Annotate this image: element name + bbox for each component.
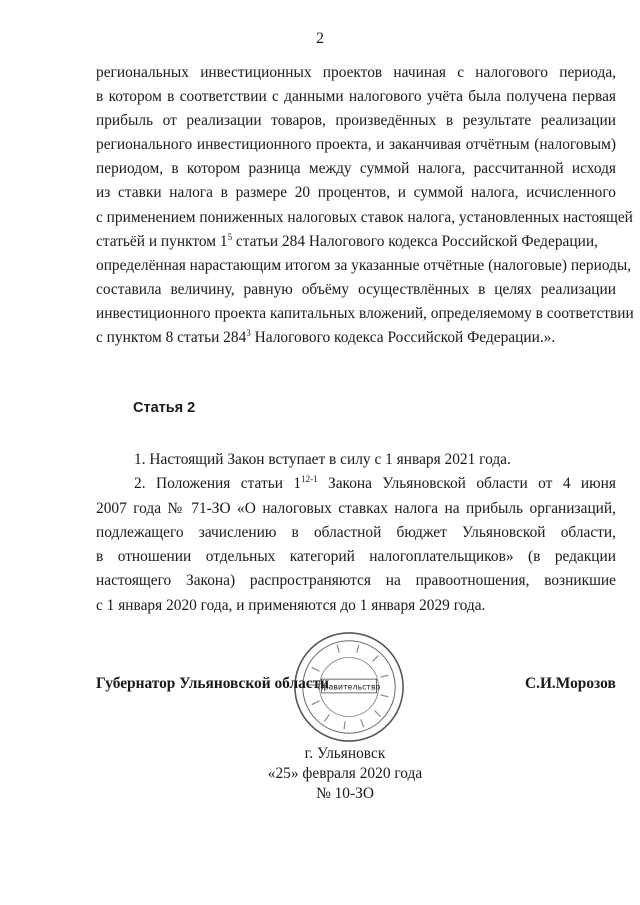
text-line: регионального инвестиционного проекта, и заканчивая отчётным (налоговым)	[96, 136, 616, 154]
document-footer	[0, 744, 640, 804]
text-line: инвестиционного проекта капитальных вложений, определяемому в соответствии	[96, 304, 634, 322]
text-line: 2007 года № 71-ЗО «О налоговых ставках налога на прибыль организаций,	[96, 499, 616, 517]
text-fragment: с пунктом 8 статьи 284	[96, 329, 247, 347]
text-fragment: Налогового кодекса Российской Федерации.».	[250, 329, 556, 347]
text-line: с применением пониженных налоговых ставок налога, установленных настоящей	[96, 208, 633, 226]
governor-title: Губернатор Ульяновской области	[96, 675, 330, 692]
text-fragment: 2. Положения статьи 1	[134, 475, 302, 493]
text-line: в котором в соответствии с данными налогового учёта была получена первая	[96, 88, 616, 106]
text-line: прибыль от реализации товаров, произведённых в результате реализации	[96, 112, 616, 130]
item-1: 1. Настоящий Закон вступает в силу с 1 января 2021 года.	[134, 451, 511, 468]
page-number: 2	[316, 30, 324, 47]
date: «25» февраля 2020 года	[267, 765, 423, 782]
governor-name: С.И.Морозов	[525, 675, 616, 692]
text-line: региональных инвестиционных проектов начиная с налогового периода,	[96, 64, 616, 81]
superscript: 12-1	[301, 474, 318, 485]
text-line: подлежащего зачислению в областной бюджет Ульяновской области,	[96, 523, 616, 541]
text-line	[96, 326, 616, 350]
article-2-heading: Статья 2	[133, 400, 196, 416]
superscript: 5	[227, 231, 233, 242]
text-line: периодом, в котором разница между суммой налога, рассчитанной исходя	[96, 160, 616, 178]
text-line: определённая нарастающим итогом за указанные отчётные (налоговые) периоды,	[96, 256, 632, 274]
superscript: 3	[246, 328, 251, 339]
article-1-continuation	[96, 61, 634, 350]
text-line: с 1 января 2020 года, и применяются до 1 января 2029 года.	[96, 596, 486, 614]
law-number: № 10-ЗО	[316, 785, 374, 802]
text-fragment: Закона Ульяновской области от 4 июня	[317, 475, 616, 493]
text-line: в отношении отдельных категорий налогоплательщиков» (в редакции	[96, 548, 616, 566]
text-line: составила величину, равную объёму осуществлённых в целях реализации	[96, 280, 616, 298]
seal-text: Правительство	[317, 682, 381, 692]
text-line: из ставки налога в размере 20 процентов, и суммой налога, исчисленного	[96, 184, 616, 202]
article-2-body	[96, 448, 616, 618]
text-line	[96, 472, 616, 496]
text-line	[96, 230, 616, 254]
text-fragment: статьёй и пунктом 1	[96, 232, 228, 250]
text-fragment: статьи 284 Налогового кодекса Российской Федерации,	[232, 232, 598, 250]
city: г. Ульяновск	[304, 745, 386, 762]
text-line: настоящего Закона) распространяются на правоотношения, возникшие	[96, 572, 616, 590]
